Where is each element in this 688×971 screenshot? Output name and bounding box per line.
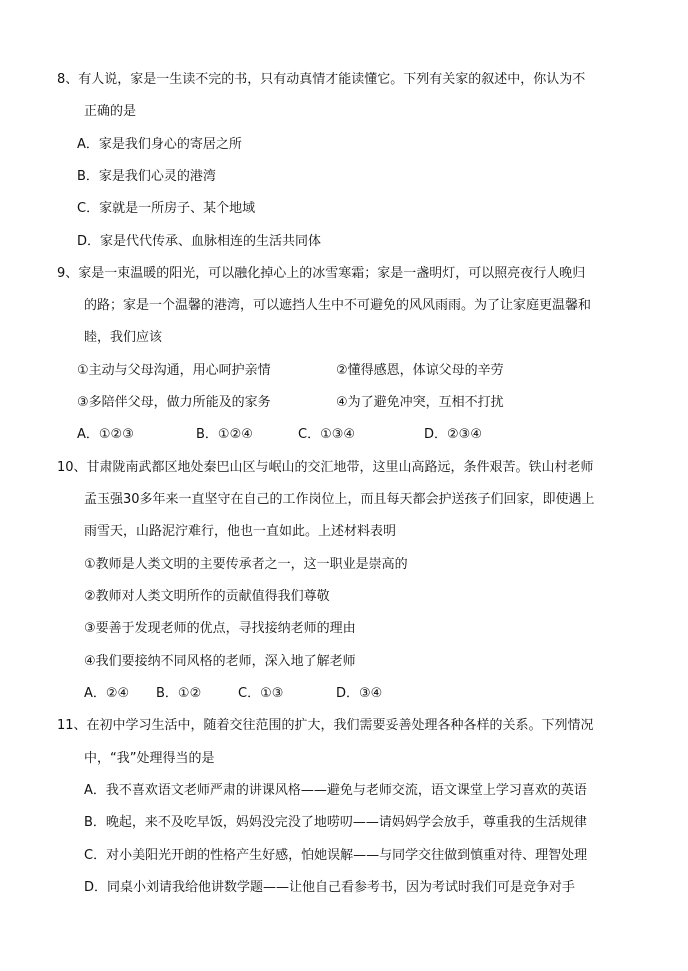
- q10-option-b: B．①②: [156, 686, 202, 701]
- q11-option-c: C．对小美阳光开朗的性格产生好感，怕她误解——与同学交往做到慎重对待、理智处理: [84, 848, 588, 863]
- q10-stem-line3: 雨雪天，山路泥泞难行，他也一直如此。上述材料表明: [84, 524, 397, 539]
- q8-option-b: B．家是我们心灵的港湾: [77, 169, 216, 184]
- q11-option-d: D．同桌小刘请我给他讲数学题——让他自己看参考书，因为考试时我们可是竞争对手: [84, 880, 576, 895]
- q8-option-d: D．家是代代传承、血脉相连的生活共同体: [77, 234, 322, 249]
- q10-statement-3: ③要善于发现老师的优点，寻找接纳老师的理由: [84, 621, 356, 636]
- q9-stem-line1: 9、家是一束温暖的阳光，可以融化掉心上的冰雪寒霜；家是一盏明灯，可以照亮夜行人晚归: [57, 266, 586, 281]
- q10-option-c: C．①③: [238, 686, 284, 701]
- q10-statement-2: ②教师对人类文明所作的贡献值得我们尊敬: [84, 589, 330, 604]
- q8-stem-line2: 正确的是: [84, 104, 137, 119]
- q8-option-a: A．家是我们身心的寄居之所: [77, 137, 242, 152]
- q9-statement-3: ③多陪伴父母，做力所能及的家务: [77, 395, 271, 410]
- q9-statement-1: ①主动与父母沟通，用心呵护亲情: [77, 363, 271, 378]
- q9-option-d: D．②③④: [424, 427, 482, 442]
- q9-stem-line2: 的路；家是一个温馨的港湾，可以遮挡人生中不可避免的风风雨雨。为了让家庭更温馨和: [84, 298, 592, 313]
- q11-stem-line2: 中，“我”处理得当的是: [84, 751, 215, 766]
- q11-option-a: A．我不喜欢语文老师严肃的讲课风格——避免与老师交流，语文课堂上学习喜欢的英语: [84, 783, 587, 798]
- q10-statement-4: ④我们要接纳不同风格的老师，深入地了解老师: [84, 654, 356, 669]
- question-number: 9、: [57, 266, 79, 281]
- q9-option-c: C．①③④: [298, 427, 356, 442]
- q10-option-d: D．③④: [336, 686, 383, 701]
- q8-stem-line1: 8、有人说，家是一生读不完的书，只有动真情才能读懂它。下列有关家的叙述中，你认为不: [57, 72, 586, 87]
- q8-option-c: C．家就是一所房子、某个地域: [77, 201, 256, 216]
- q9-option-a: A．①②③: [77, 427, 134, 442]
- question-number: 8、: [57, 72, 79, 87]
- q10-stem-line2: 孟玉强30多年来一直坚守在自己的工作岗位上，而且每天都会护送孩子们回家，即使遇上: [84, 492, 595, 507]
- q9-option-b: B．①②④: [196, 427, 253, 442]
- q10-stem-line1: 10、甘肃陇南武都区地处秦巴山区与岷山的交汇地带，这里山高路远，条件艰苦。铁山村老师: [57, 460, 594, 475]
- question-number: 10、: [57, 460, 87, 475]
- q9-stem-line3: 睦，我们应该: [84, 330, 163, 345]
- q10-statement-1: ①教师是人类文明的主要传承者之一，这一职业是崇高的: [84, 557, 408, 572]
- q9-statement-4: ④为了避免冲突，互相不打扰: [336, 395, 504, 410]
- q9-statement-2: ②懂得感恩，体谅父母的辛劳: [336, 363, 504, 378]
- q11-stem-line1: 11、在初中学习生活中，随着交往范围的扩大，我们需要妥善处理各种各样的关系。下列情况: [57, 718, 594, 733]
- q11-option-b: B．晚起，来不及吃早饭，妈妈没完没了地唠叨——请妈妈学会放手，尊重我的生活规律: [84, 815, 587, 830]
- question-number: 11、: [57, 718, 87, 733]
- q10-option-a: A．②④: [84, 686, 130, 701]
